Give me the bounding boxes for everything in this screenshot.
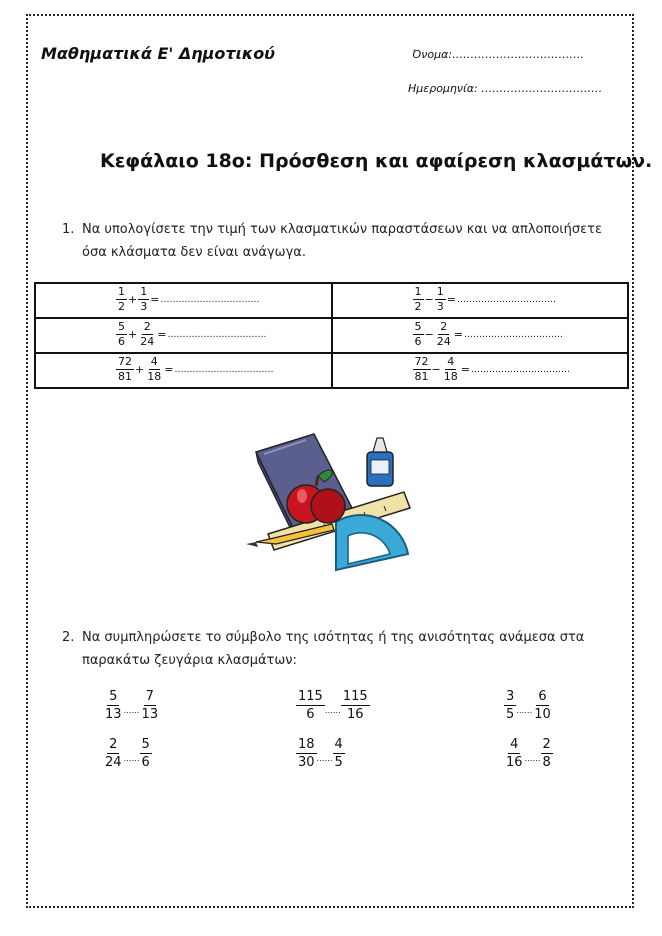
fraction-pair (504, 688, 553, 723)
fraction (435, 320, 453, 349)
numerator: 4 (447, 355, 455, 368)
question-text: Να υπολογίσετε την τιμή των κλασματικών παραστάσεων και να απλοποιήσετε (82, 222, 603, 237)
cell-content (36, 284, 331, 317)
fraction (103, 736, 124, 771)
operator: − (424, 293, 434, 306)
fraction-expression (116, 320, 266, 349)
cell-content (36, 354, 331, 387)
fraction (541, 736, 553, 771)
denominator: 2 (118, 300, 125, 313)
numerator: 115 (298, 689, 323, 704)
operator: + (135, 363, 145, 376)
school-supplies-clipart (244, 430, 414, 578)
numerator: 4 (150, 355, 158, 368)
answer-blank[interactable]: …………………………… (470, 364, 570, 375)
numerator: 4 (510, 737, 519, 752)
question-number: 1. (62, 222, 75, 237)
chapter-title: Κεφάλαιο 18ο: Πρόσθεση και αφαίρεση κλασμάτων. (100, 150, 653, 172)
fraction (116, 320, 127, 349)
numerator: 6 (538, 689, 547, 704)
denominator: 30 (298, 755, 315, 770)
fraction (140, 688, 161, 723)
fraction (138, 320, 156, 349)
fraction-pair (103, 688, 160, 723)
denominator: 6 (414, 335, 422, 348)
fraction-pair (504, 736, 553, 771)
cell-content (333, 354, 628, 387)
fraction (532, 688, 553, 723)
table-row (35, 283, 628, 318)
denominator: 16 (506, 755, 523, 770)
denominator: 3 (436, 300, 444, 313)
denominator: 5 (506, 707, 515, 722)
comparison-blank[interactable]: …… (524, 754, 541, 763)
numerator: 18 (298, 737, 315, 752)
fraction (341, 688, 370, 723)
answer-blank[interactable]: …………………………… (160, 294, 260, 305)
fraction (138, 285, 149, 314)
equals-sign: = (150, 293, 160, 306)
numerator: 3 (506, 689, 515, 704)
numerator: 2 (143, 320, 151, 333)
comparison-blank[interactable]: …… (516, 706, 533, 715)
fraction (103, 688, 124, 723)
operator: + (128, 328, 138, 341)
numerator: 5 (109, 689, 118, 704)
fraction (504, 688, 516, 723)
fraction (296, 736, 317, 771)
fraction (413, 320, 424, 349)
numerator: 5 (414, 320, 422, 333)
question-text: όσα κλάσματα δεν είναι ανάγωγα. (82, 245, 306, 260)
numerator: 1 (140, 285, 148, 298)
denominator: 81 (414, 370, 429, 383)
answer-blank[interactable]: …………………………… (174, 364, 274, 375)
table-row (35, 353, 628, 388)
denominator: 81 (118, 370, 132, 383)
numerator: 2 (440, 320, 448, 333)
fraction (296, 688, 325, 723)
answer-blank[interactable]: …………………………… (463, 329, 563, 340)
denominator: 18 (443, 370, 458, 383)
numerator: 1 (414, 285, 422, 298)
equals-sign: = (446, 293, 456, 306)
question-text: παρακάτω ζευγάρια κλασμάτων: (82, 653, 297, 668)
operator: − (424, 328, 434, 341)
table-cell (35, 283, 332, 318)
subject-heading: Μαθηματικά Ε' Δημοτικού (41, 44, 275, 63)
denominator: 6 (118, 335, 125, 348)
denominator: 2 (414, 300, 422, 313)
denominator: 24 (436, 335, 451, 348)
numerator: 4 (334, 737, 343, 752)
denominator: 5 (334, 755, 343, 770)
equals-sign: = (453, 328, 463, 341)
fraction-expression (413, 285, 556, 314)
numerator: 72 (118, 355, 132, 368)
denominator: 13 (141, 707, 159, 722)
fraction (413, 285, 424, 314)
comparison-blank[interactable]: …… (123, 706, 140, 715)
denominator: 8 (542, 755, 551, 770)
table-cell (332, 318, 629, 353)
comparison-blank[interactable]: …… (324, 706, 341, 715)
denominator: 10 (534, 707, 551, 722)
operator: + (128, 293, 138, 306)
numerator: 72 (414, 355, 429, 368)
operator: − (431, 363, 441, 376)
fraction (116, 285, 127, 314)
question-1 (62, 218, 602, 264)
denominator: 24 (105, 755, 122, 770)
comparison-blank[interactable]: …… (316, 754, 333, 763)
denominator: 13 (105, 707, 122, 722)
cell-content (36, 319, 331, 352)
fraction-pair (296, 688, 370, 723)
fraction (145, 355, 163, 384)
numerator: 5 (118, 320, 125, 333)
fraction-pair (296, 736, 345, 771)
numerator: 7 (145, 689, 154, 704)
fraction-pair (103, 736, 152, 771)
question-text: Να συμπληρώσετε το σύμβολο της ισότητας ή της ανισότητας ανάμεσα στα (82, 630, 585, 645)
numerator: 1 (118, 285, 125, 298)
fraction (140, 736, 152, 771)
table-cell (35, 353, 332, 388)
answer-blank[interactable]: …………………………… (456, 294, 556, 305)
question-number: 2. (62, 630, 75, 645)
fraction-expression (413, 355, 570, 384)
fraction (116, 355, 134, 384)
fraction (442, 355, 460, 384)
comparison-blank[interactable]: …… (123, 754, 140, 763)
denominator: 6 (141, 755, 150, 770)
denominator: 18 (147, 370, 162, 383)
numerator: 115 (342, 689, 368, 704)
cell-content (333, 319, 628, 352)
fraction-expression (116, 355, 273, 384)
equals-sign: = (157, 328, 167, 341)
date-field: Ημερομηνία: …………………………… (408, 82, 603, 95)
numerator: 5 (141, 737, 150, 752)
numerator: 2 (542, 737, 551, 752)
answer-blank[interactable]: …………………………… (167, 329, 267, 340)
fraction (504, 736, 525, 771)
fraction-expression (116, 285, 259, 314)
denominator: 3 (140, 300, 148, 313)
equals-sign: = (164, 363, 174, 376)
fraction-expression (413, 320, 563, 349)
denominator: 24 (140, 335, 155, 348)
fraction (435, 285, 446, 314)
table-cell (332, 353, 629, 388)
fraction (413, 355, 431, 384)
denominator: 16 (346, 707, 364, 722)
exercise-table (34, 282, 629, 389)
name-field: Όνομα:……………………………… (412, 48, 585, 61)
table-cell (35, 318, 332, 353)
table-cell (332, 283, 629, 318)
table-row (35, 318, 628, 353)
equals-sign: = (460, 363, 470, 376)
numerator: 2 (109, 737, 118, 752)
fraction (333, 736, 345, 771)
denominator: 6 (306, 707, 315, 722)
cell-content (333, 284, 628, 317)
question-2 (62, 626, 584, 672)
numerator: 1 (436, 285, 444, 298)
